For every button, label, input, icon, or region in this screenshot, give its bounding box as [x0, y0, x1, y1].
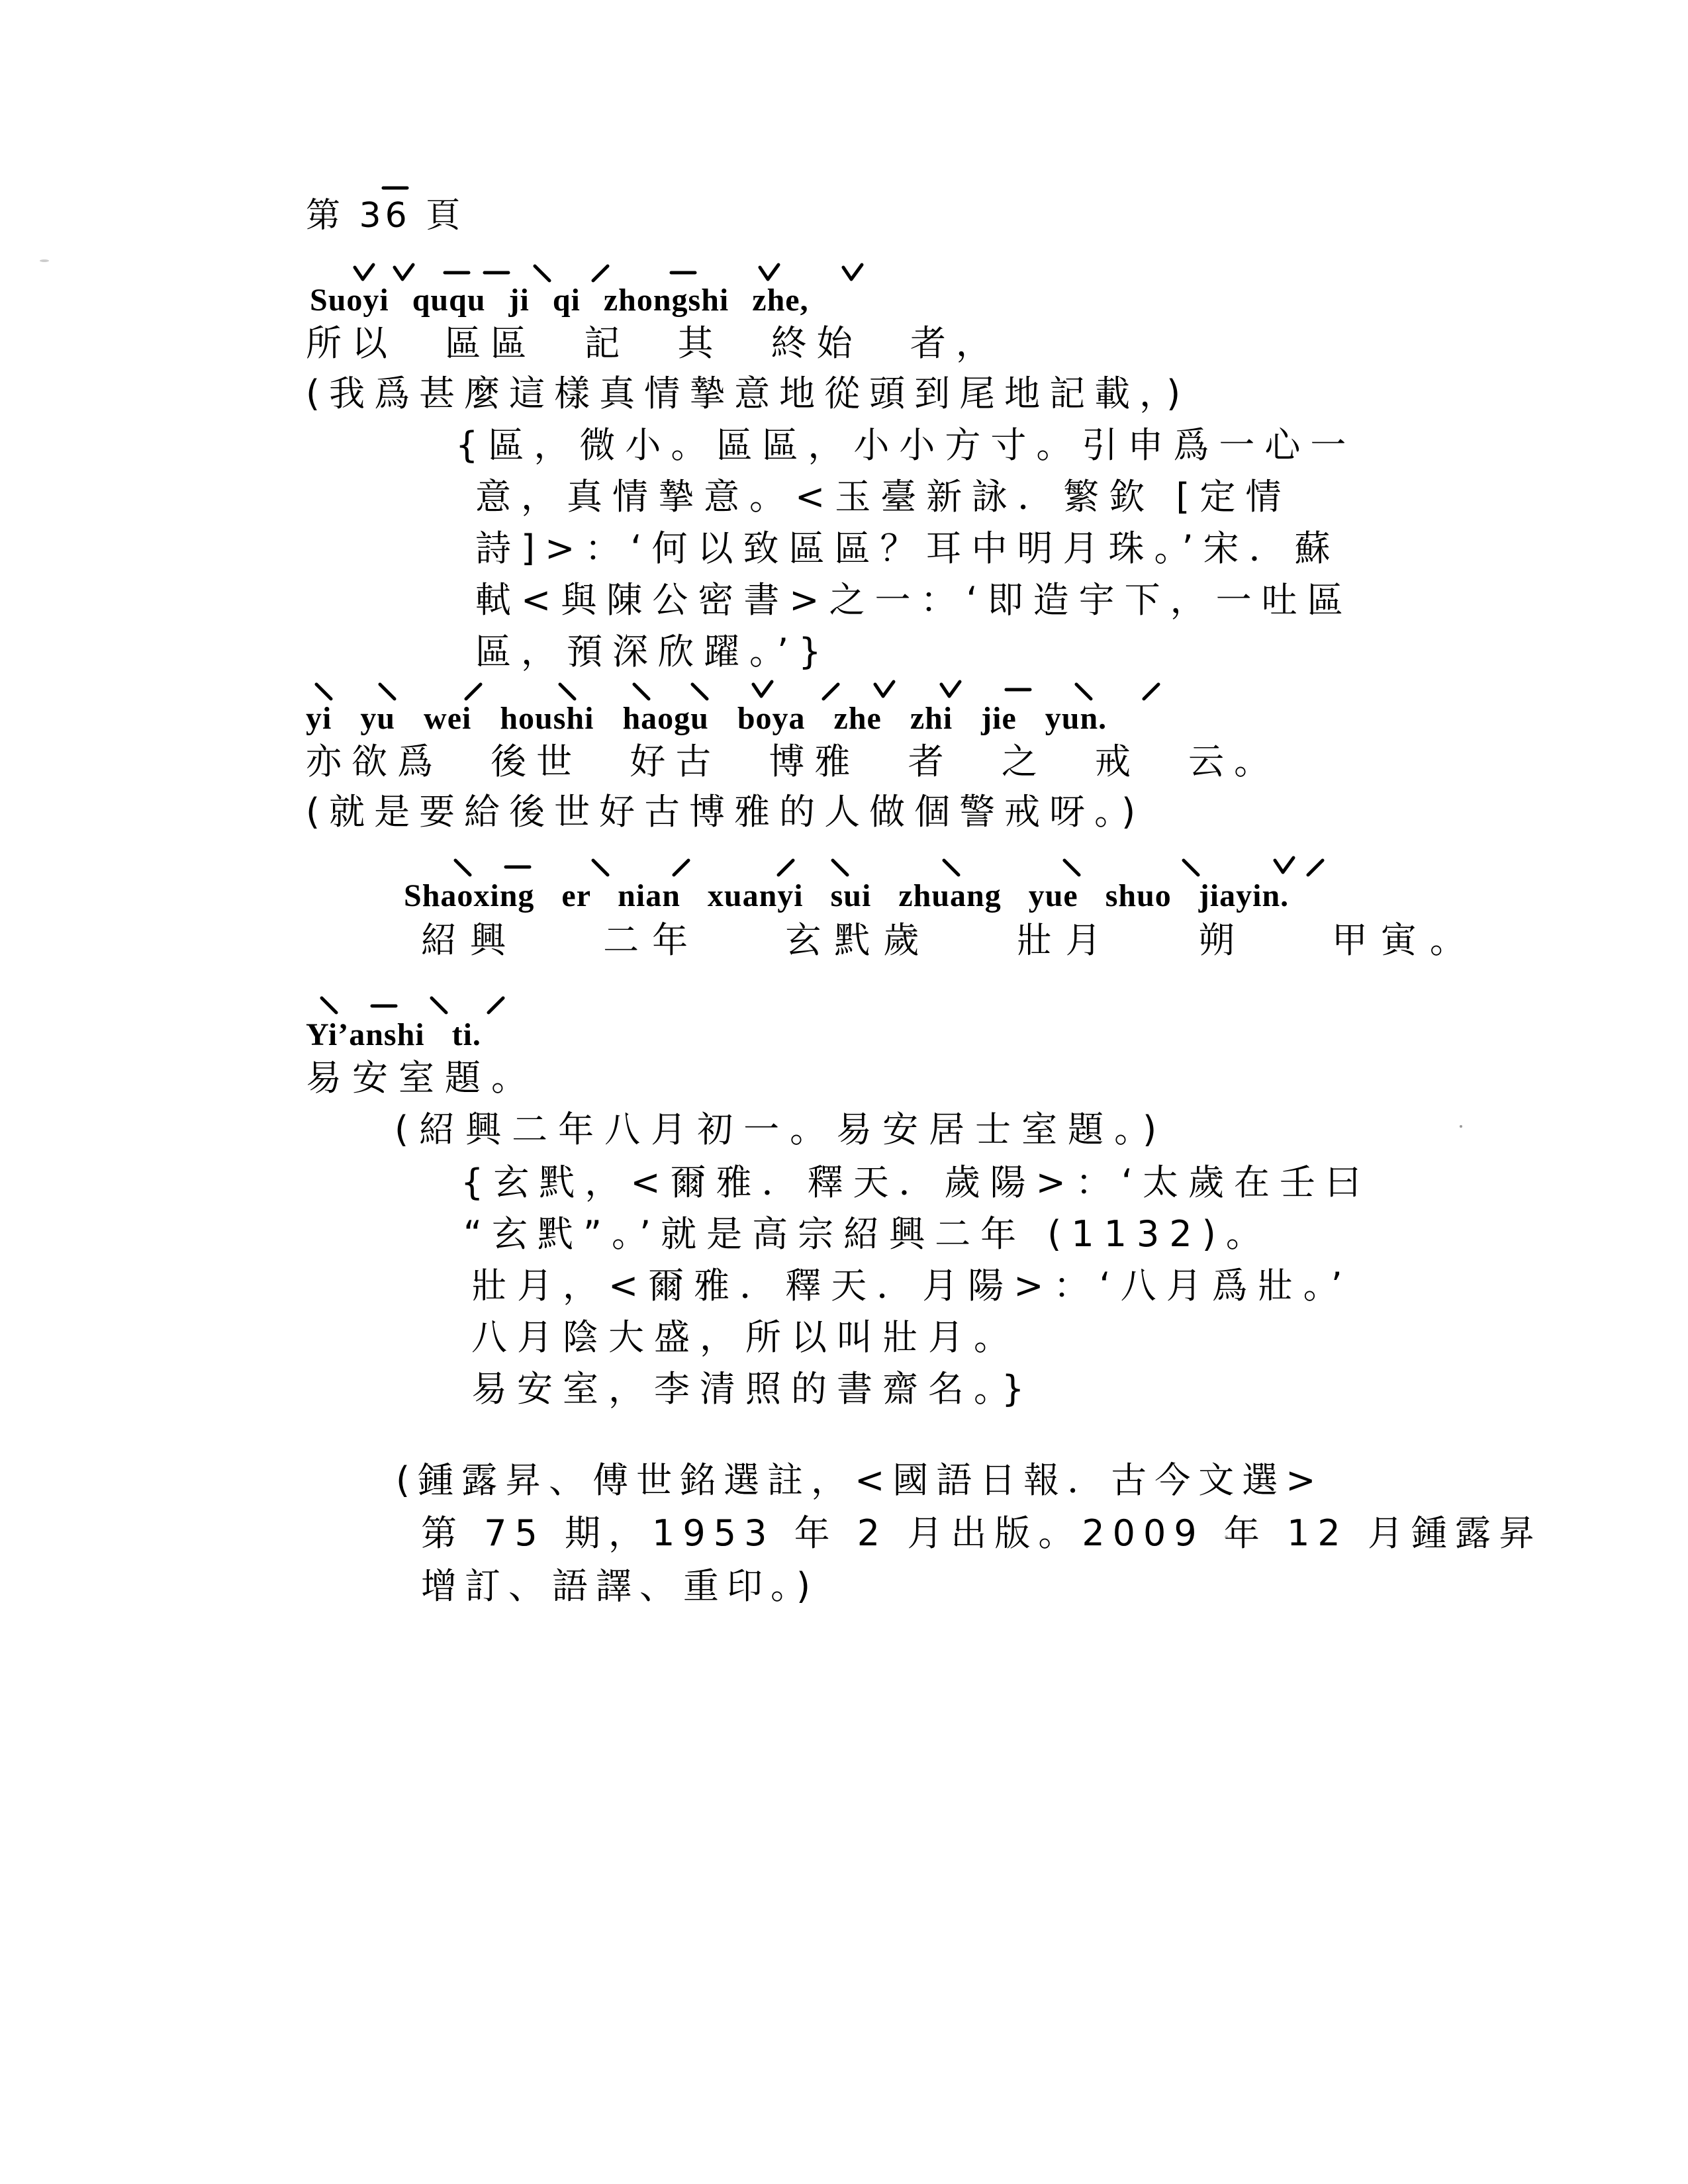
- tone-mark-third: [839, 263, 868, 283]
- scan-dash: [381, 180, 410, 200]
- tone-mark-third: [937, 680, 966, 700]
- source-note-line: (鍾露昇、傅世銘選註，<國語日報．古今文選>: [396, 1459, 1324, 1501]
- tone-mark-second: [669, 858, 698, 878]
- tone-mark-first: [369, 998, 399, 1018]
- tone-mark-third: [391, 263, 420, 283]
- tone-mark-third: [749, 680, 778, 700]
- tone-mark-fourth: [939, 858, 968, 878]
- tone-mark-first: [503, 859, 532, 879]
- tone-mark-second: [818, 682, 847, 702]
- pinyin-line-2: yi yu wei houshi haogu boya zhe zhi jie yun.: [306, 701, 1107, 736]
- annotation-line: 意，真情摯意。<玉臺新詠．繁欽 [定情: [475, 476, 1291, 518]
- annotation-line: 區，預深欣躍。’}: [475, 631, 831, 672]
- translation-line-2: (就是要給後世好古博雅的人做個警戒呀。): [306, 791, 1145, 833]
- tone-mark-third: [871, 680, 900, 700]
- tone-mark-second: [461, 682, 490, 702]
- tone-mark-fourth: [450, 858, 479, 878]
- source-note-line: 增訂、語譯、重印。): [421, 1565, 819, 1607]
- source-note-line: 第 75 期，1953 年 2 月出版。2009 年 12 月鍾露昇: [421, 1512, 1542, 1554]
- tone-mark-first: [482, 265, 511, 285]
- annotation-line: 易安室，李清照的書齋名。}: [471, 1368, 1035, 1410]
- translation-line-1: (我爲甚麼這樣真情摯意地從頭到尾地記載，): [306, 373, 1190, 414]
- annotation-line: 壯月，<爾雅．釋天．月陽>：‘八月爲壯。’: [471, 1265, 1352, 1306]
- tone-mark-first: [1004, 682, 1033, 702]
- annotation-line: 軾<與陳公密書>之一：‘即造宇下，一吐區: [475, 579, 1353, 621]
- chinese-line-1: 所以 區區 記 其 終始 者，: [306, 322, 1002, 364]
- tone-mark-fourth: [555, 682, 584, 702]
- pinyin-line-3: Shaoxing er nian xuanyi sui zhuang yue shuo jiayin.: [404, 878, 1289, 913]
- tone-mark-second: [483, 995, 512, 1015]
- chinese-line-4: 易安室題。: [306, 1057, 538, 1099]
- annotation-line: {玄黓，<爾雅．釋天．歲陽>：‘太歲在壬曰: [461, 1161, 1372, 1203]
- tone-mark-fourth: [588, 858, 617, 878]
- tone-mark-fourth: [426, 995, 455, 1015]
- tone-mark-fourth: [316, 995, 346, 1015]
- tone-mark-second: [773, 858, 802, 878]
- tone-mark-fourth: [1071, 682, 1100, 702]
- annotation-line: 詩]>：‘何以致區區？耳中明月珠。’宋．蘇: [475, 527, 1340, 569]
- tone-mark-third: [756, 263, 785, 283]
- scan-speck: [40, 259, 49, 262]
- tone-mark-fourth: [530, 263, 559, 283]
- tone-mark-fourth: [1059, 858, 1088, 878]
- annotation-line: 八月陰大盛，所以叫壯月。: [471, 1316, 1019, 1358]
- annotation-line: {區，微小。區區，小小方寸。引申爲一心一: [455, 424, 1356, 466]
- pinyin-line-4: Yi’anshi ti.: [306, 1017, 481, 1052]
- tone-mark-fourth: [375, 682, 404, 702]
- tone-mark-third: [351, 263, 380, 283]
- tone-mark-second: [1303, 858, 1332, 878]
- tone-mark-first: [669, 265, 698, 285]
- pinyin-line-1: Suoyi ququ ji qi zhongshi zhe,: [310, 283, 809, 318]
- tone-mark-fourth: [687, 682, 716, 702]
- page-header: 第 36 頁: [306, 196, 465, 236]
- tone-mark-fourth: [311, 682, 340, 702]
- tone-mark-fourth: [1178, 858, 1207, 878]
- tone-mark-third: [1271, 856, 1300, 876]
- tone-mark-fourth: [629, 682, 658, 702]
- tone-mark-second: [588, 263, 617, 283]
- chinese-line-2: 亦欲爲 後世 好古 博雅 者 之 戒 云。: [306, 741, 1280, 782]
- tone-mark-second: [1139, 682, 1168, 702]
- translation-line-4: (紹興二年八月初一。易安居士室題。): [395, 1109, 1168, 1150]
- tone-mark-fourth: [827, 858, 857, 878]
- chinese-line-3: 紹興 二年 玄黓歲 壯月 朔 甲寅。: [421, 919, 1479, 961]
- scan-speck: [1460, 1125, 1462, 1128]
- annotation-line: “玄黓”。’就是高宗紹興二年 (1132)。: [463, 1213, 1272, 1255]
- tone-mark-first: [442, 265, 471, 285]
